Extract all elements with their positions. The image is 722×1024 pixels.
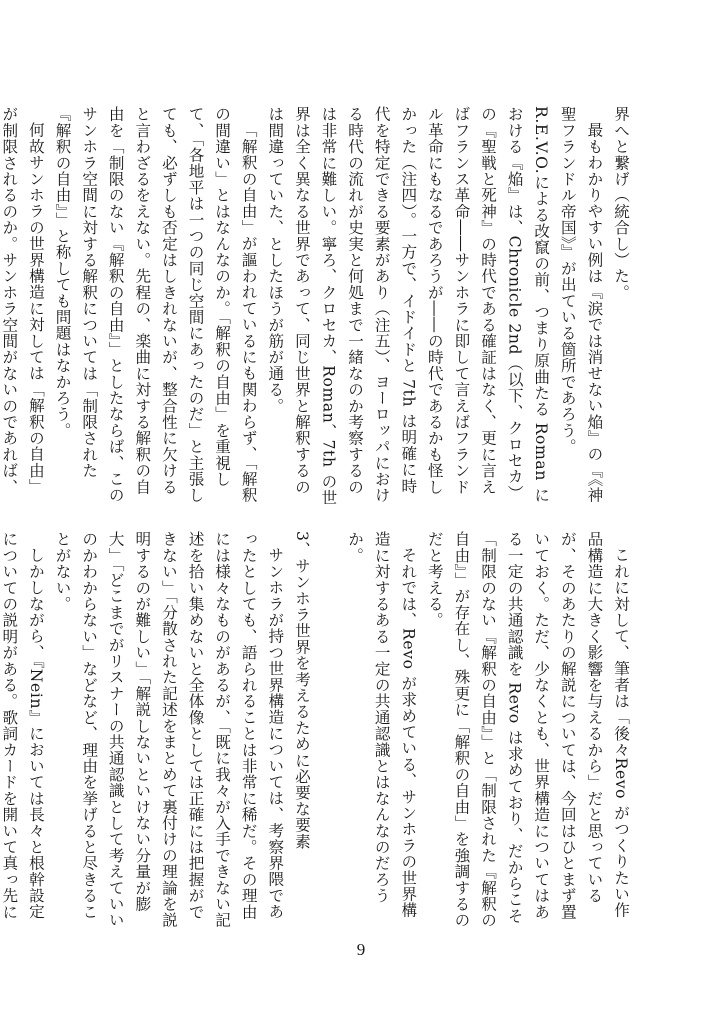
paragraph: それでは、Revo が求めている、サンホラの世界構造に対するある一定の共通認識とはなんなのだろうか。 [346,531,418,918]
blank-line [315,531,342,931]
paragraph: これに対して、筆者は「後々Revo がつくりたい作品構造に大きく影響を与えるから」だと思っているが、そのあたりの解説については、今回はひとまず置いておく。ただ、少なくとも、世界構造についてはある一定の共通認識を Revo は求めており、だからこそ「制限のない『解釈の自由』」と「制限された『解釈の自由』」が存在し、殊更に「解釈の自由」を強調するのだと考える。 [425,531,630,929]
paragraph: 界へと繋げ（統合し）た。 [612,106,630,301]
paragraph: 何故サンホラの世界構造に対しては「解釈の自由」が制限されるのか。サンホラ空間がないのであれば、 [0,106,45,495]
paragraph: しかしながら、『Nein』においては長々と根幹設定についての説明がある。歌詞カードを開いて真っ先に [0,531,45,920]
paragraph: 最もわかりやすい例は『涙では消せない焔』の『《神聖フランドル帝国》』が出ている箇所であろう。R.E.V.O.による改竄の前、つまり原曲たる Roman における『焔』は、Chronicle 2nd（以下、クロセカ）の『聖戦と死神』の時代である確証はなく、更に言えばフランス革命――サンホラに即して言えばフランドル革命にもなるであろうが――の時代であるかも怪しかった（注四）。一方で、イドイドと 7th は明確に時代を特定できる要素があり（注五）、ヨーロッパにおける時代の流れが史実と何処まで一緒なのか考察するのは非常に難しい。寧ろ、クロセカ、Roman、7th の世界は全く異なる世界であって、同じ世界と解釈するのは間違っていた、としたほうが筋が通る。 [266,106,604,506]
paragraph: 「解釈の自由」が謳われているにも関わらず、「解釈の間違い」とはなんなのか。「解釈の自由」を重視して、「各地平は一つの同じ空間にあったのだ」と主張しても、必ずしも否定はしきれないが、整合性に欠けると言わざるをえない。先程の、楽曲に対する解釈の自由を「制限のない『解釈の自由』」としたならば、このサンホラ空間に対する解釈については「制限された『解釈の自由』」と称しても問題はなかろう。 [53,106,258,504]
section-heading: 3、サンホラ世界を考えるために必要な要素 [292,531,311,850]
lower-text-block [0,531,634,931]
paragraph: サンホラが持つ世界構造については、考察界隈であったとしても、語られることは非常に稀だ。その理由には様々なものがあるが、「既に我々が入手できない記述を拾い集めないと全体像としては正確には把握ができない」「分散された記述をまとめて裏付けの理論を説明するのが難しい」「解説しないといけない分量が膨大」「どこまでがリスナーの共通認識として考えていいのかわからない」などなど、理由を挙げると尽きることがない。 [53,531,285,929]
page-number: 9 [356,940,366,959]
upper-text-block [0,106,634,506]
